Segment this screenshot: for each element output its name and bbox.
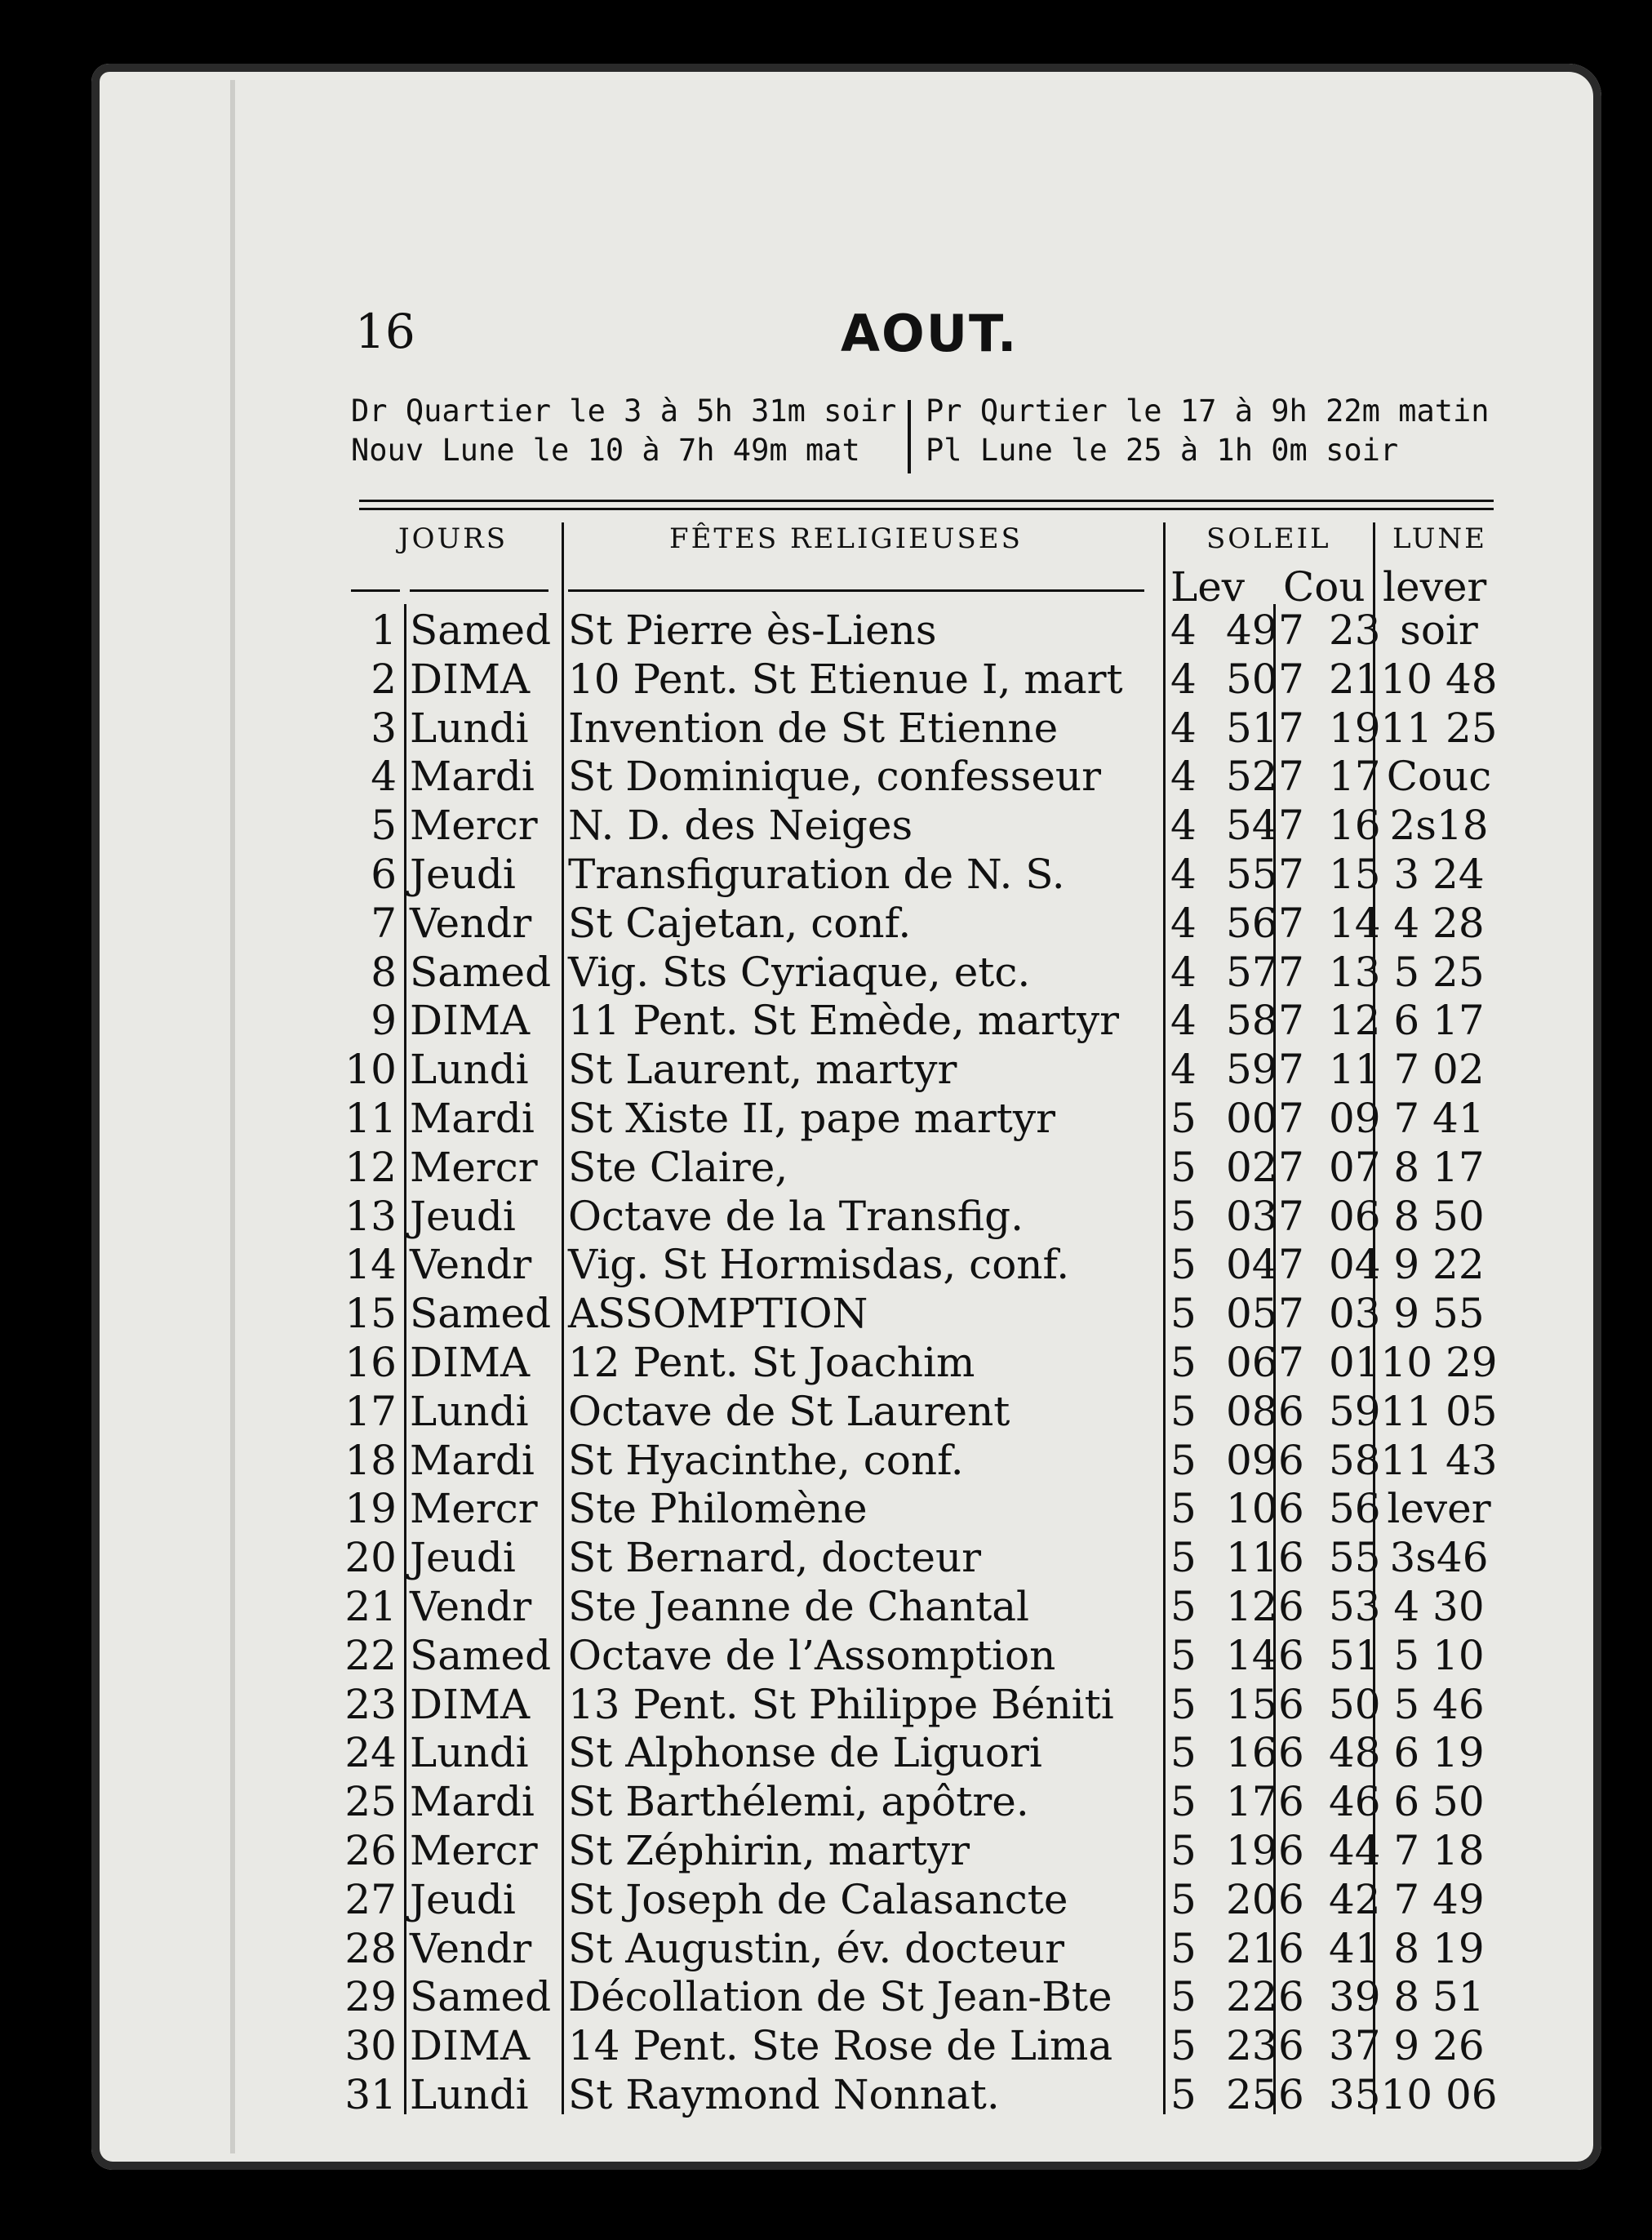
sunrise-minute: 02 xyxy=(1226,1143,1278,1191)
weekday: Jeudi xyxy=(410,1534,516,1582)
moon-time: 9 22 xyxy=(1393,1241,1485,1289)
day-number: 10 xyxy=(344,1046,397,1094)
day-number: 31 xyxy=(344,2071,397,2118)
sunset-hour: 7 xyxy=(1278,1143,1304,1191)
sunset-hour: 7 xyxy=(1278,1046,1304,1094)
day-number: 15 xyxy=(344,1290,397,1338)
moon-time: 7 49 xyxy=(1393,1875,1485,1923)
sunset-hour: 7 xyxy=(1278,1339,1304,1386)
sunset-hour: 6 xyxy=(1278,1583,1304,1630)
sunrise-hour: 5 xyxy=(1170,1339,1197,1386)
sunset-hour: 7 xyxy=(1278,997,1304,1045)
sunrise-hour: 5 xyxy=(1170,1143,1197,1191)
sunrise-hour: 5 xyxy=(1170,2071,1197,2118)
weekday: Mardi xyxy=(410,1778,535,1826)
sunrise-minute: 03 xyxy=(1226,1192,1278,1240)
day-number: 19 xyxy=(344,1485,397,1533)
col-soleil: SOLEIL xyxy=(1206,522,1331,555)
feast-name: Ste Jeanne de Chantal xyxy=(568,1583,1030,1630)
day-number: 8 xyxy=(371,948,397,996)
feast-name: 12 Pent. St Joachim xyxy=(568,1339,975,1386)
rule-jours-a xyxy=(351,589,400,592)
feast-name: Invention de St Etienne xyxy=(568,704,1059,752)
feast-name: St Xiste II, pape martyr xyxy=(568,1095,1056,1142)
sunset-minute: 51 xyxy=(1329,1631,1381,1679)
sunset-hour: 7 xyxy=(1278,899,1304,947)
day-number: 12 xyxy=(344,1143,397,1191)
weekday: Mercr xyxy=(410,802,538,850)
weekday: Lundi xyxy=(410,1046,529,1094)
sunset-minute: 06 xyxy=(1329,1192,1381,1240)
table-row xyxy=(0,899,1652,948)
sunrise-minute: 58 xyxy=(1226,997,1278,1045)
sunrise-minute: 06 xyxy=(1226,1339,1278,1386)
day-number: 24 xyxy=(344,1729,397,1777)
sunrise-hour: 4 xyxy=(1170,704,1197,752)
sunrise-minute: 49 xyxy=(1226,607,1278,654)
moon-time: 9 55 xyxy=(1393,1290,1485,1338)
weekday: DIMA xyxy=(410,655,531,703)
sunset-hour: 7 xyxy=(1278,1192,1304,1240)
day-number: 9 xyxy=(371,997,397,1045)
sunset-hour: 6 xyxy=(1278,1973,1304,2021)
sunrise-hour: 4 xyxy=(1170,655,1197,703)
weekday: Mercr xyxy=(410,1143,538,1191)
sunset-minute: 42 xyxy=(1329,1875,1381,1923)
moon-time: 10 48 xyxy=(1380,655,1498,703)
feast-name: 11 Pent. St Emède, martyr xyxy=(568,997,1120,1045)
table-row xyxy=(0,1045,1652,1094)
moon-time: 8 51 xyxy=(1393,1973,1485,2021)
table-row xyxy=(0,996,1652,1045)
sunset-minute: 53 xyxy=(1329,1583,1381,1630)
sunset-hour: 7 xyxy=(1278,851,1304,898)
table-row xyxy=(0,850,1652,899)
moon-phase-1: Dr Quartier le 3 à 5h 31m soir xyxy=(351,393,897,429)
day-number: 11 xyxy=(344,1095,397,1142)
moon-time: 5 25 xyxy=(1393,948,1485,996)
sunset-hour: 6 xyxy=(1278,1680,1304,1728)
moon-time: 8 50 xyxy=(1393,1192,1485,1240)
sunset-minute: 50 xyxy=(1329,1680,1381,1728)
day-number: 18 xyxy=(344,1436,397,1484)
feast-name: 14 Pent. Ste Rose de Lima xyxy=(568,2022,1113,2070)
sunrise-hour: 4 xyxy=(1170,753,1197,801)
table-row xyxy=(0,2070,1652,2119)
sunset-hour: 7 xyxy=(1278,1241,1304,1289)
weekday: DIMA xyxy=(410,1680,531,1728)
sunset-hour: 6 xyxy=(1278,2022,1304,2070)
sunrise-minute: 16 xyxy=(1226,1729,1278,1777)
sunset-minute: 11 xyxy=(1329,1046,1381,1094)
day-number: 2 xyxy=(371,655,397,703)
weekday: Vendr xyxy=(410,1924,532,1972)
moon-time: 6 50 xyxy=(1393,1778,1485,1826)
sunrise-hour: 5 xyxy=(1170,1924,1197,1972)
day-number: 3 xyxy=(371,704,397,752)
sunrise-minute: 51 xyxy=(1226,704,1278,752)
table-row xyxy=(0,704,1652,753)
table-row xyxy=(0,1436,1652,1485)
moon-time: lever xyxy=(1387,1485,1491,1533)
sunset-hour: 6 xyxy=(1278,1827,1304,1874)
sunset-hour: 7 xyxy=(1278,655,1304,703)
moon-time: soir xyxy=(1400,607,1478,654)
feast-name: St Dominique, confesseur xyxy=(568,753,1102,801)
table-row xyxy=(0,1143,1652,1192)
weekday: Samed xyxy=(410,1290,552,1338)
weekday: Jeudi xyxy=(410,1192,516,1240)
sunset-minute: 15 xyxy=(1329,851,1381,898)
weekday: DIMA xyxy=(410,2022,531,2070)
sunset-minute: 58 xyxy=(1329,1436,1381,1484)
moon-time: 10 29 xyxy=(1380,1339,1498,1386)
sunset-minute: 04 xyxy=(1329,1241,1381,1289)
day-number: 28 xyxy=(344,1924,397,1972)
day-number: 5 xyxy=(371,802,397,850)
sunset-minute: 19 xyxy=(1329,704,1381,752)
sunset-minute: 16 xyxy=(1329,802,1381,850)
sunrise-hour: 4 xyxy=(1170,899,1197,947)
weekday: Jeudi xyxy=(410,851,516,898)
table-row xyxy=(0,1289,1652,1338)
weekday: Mercr xyxy=(410,1485,538,1533)
sunrise-minute: 11 xyxy=(1226,1534,1278,1582)
sunrise-minute: 04 xyxy=(1226,1241,1278,1289)
sunset-hour: 6 xyxy=(1278,1729,1304,1777)
sunset-minute: 09 xyxy=(1329,1095,1381,1142)
weekday: Jeudi xyxy=(410,1875,516,1923)
feast-name: St Pierre ès-Liens xyxy=(568,607,937,654)
weekday: Lundi xyxy=(410,704,529,752)
table-row xyxy=(0,1631,1652,1680)
sunset-minute: 23 xyxy=(1329,607,1381,654)
table-row xyxy=(0,1338,1652,1387)
feast-name: 10 Pent. St Etienue I, mart xyxy=(568,655,1123,703)
moon-time: 6 17 xyxy=(1393,997,1485,1045)
sunrise-minute: 09 xyxy=(1226,1436,1278,1484)
feast-name: Octave de la Transfig. xyxy=(568,1192,1024,1240)
moon-time: 8 17 xyxy=(1393,1143,1485,1191)
sunset-hour: 6 xyxy=(1278,1875,1304,1923)
feast-name: Vig. St Hormisdas, conf. xyxy=(568,1241,1070,1289)
sunrise-hour: 5 xyxy=(1170,1095,1197,1142)
rule-fetes xyxy=(568,589,1144,592)
feast-name: St Cajetan, conf. xyxy=(568,899,912,947)
feast-name: Ste Philomène xyxy=(568,1485,868,1533)
rule-jours-b xyxy=(410,589,548,592)
sunset-minute: 21 xyxy=(1329,655,1381,703)
table-row xyxy=(0,1387,1652,1436)
table-row xyxy=(0,752,1652,801)
table-row xyxy=(0,801,1652,850)
sunrise-minute: 23 xyxy=(1226,2022,1278,2070)
sunrise-minute: 55 xyxy=(1226,851,1278,898)
feast-name: St Hyacinthe, conf. xyxy=(568,1436,964,1484)
feast-name: St Bernard, docteur xyxy=(568,1534,982,1582)
day-number: 27 xyxy=(344,1875,397,1923)
sunset-minute: 41 xyxy=(1329,1924,1381,1972)
day-number: 16 xyxy=(344,1339,397,1386)
feast-name: St Raymond Nonnat. xyxy=(568,2071,1000,2118)
weekday: Vendr xyxy=(410,1583,532,1630)
moon-time: 5 46 xyxy=(1393,1680,1485,1728)
weekday: Samed xyxy=(410,1631,552,1679)
sunrise-hour: 4 xyxy=(1170,851,1197,898)
moon-time: 10 06 xyxy=(1380,2071,1498,2118)
day-number: 29 xyxy=(344,1973,397,2021)
moon-time: 7 18 xyxy=(1393,1827,1485,1874)
table-row xyxy=(0,1972,1652,2021)
moon-time: 8 19 xyxy=(1393,1924,1485,1972)
feast-name: St Zéphirin, martyr xyxy=(568,1827,970,1874)
sunset-minute: 37 xyxy=(1329,2022,1381,2070)
day-number: 13 xyxy=(344,1192,397,1240)
feast-name: Transfiguration de N. S. xyxy=(568,851,1065,898)
sunrise-minute: 17 xyxy=(1226,1778,1278,1826)
sunset-minute: 46 xyxy=(1329,1778,1381,1826)
weekday: Mardi xyxy=(410,753,535,801)
day-number: 6 xyxy=(371,851,397,898)
sunset-hour: 6 xyxy=(1278,1485,1304,1533)
moon-time: 2s18 xyxy=(1389,802,1489,850)
moon-time: 7 41 xyxy=(1393,1095,1485,1142)
weekday: DIMA xyxy=(410,1339,531,1386)
header-rule-top xyxy=(359,500,1494,502)
table-row xyxy=(0,1533,1652,1582)
moon-time: Couc xyxy=(1386,753,1492,801)
table-row xyxy=(0,1582,1652,1631)
feast-name: ASSOMPTION xyxy=(568,1290,868,1338)
moon-separator xyxy=(908,400,911,473)
table-row xyxy=(0,948,1652,997)
sunrise-hour: 4 xyxy=(1170,948,1197,996)
sunrise-hour: 5 xyxy=(1170,1192,1197,1240)
moon-time: 5 10 xyxy=(1393,1631,1485,1679)
sunrise-hour: 4 xyxy=(1170,802,1197,850)
weekday: Lundi xyxy=(410,1387,529,1435)
sunrise-hour: 5 xyxy=(1170,1534,1197,1582)
day-number: 22 xyxy=(344,1631,397,1679)
feast-name: St Augustin, év. docteur xyxy=(568,1924,1065,1972)
sunset-minute: 55 xyxy=(1329,1534,1381,1582)
sub-cou: Cou xyxy=(1283,563,1366,611)
table-row xyxy=(0,1484,1652,1533)
sunset-hour: 6 xyxy=(1278,1436,1304,1484)
weekday: Mardi xyxy=(410,1095,535,1142)
sunrise-minute: 57 xyxy=(1226,948,1278,996)
sunrise-hour: 4 xyxy=(1170,997,1197,1045)
sunrise-minute: 56 xyxy=(1226,899,1278,947)
sunrise-minute: 00 xyxy=(1226,1095,1278,1142)
sunrise-minute: 10 xyxy=(1226,1485,1278,1533)
day-number: 23 xyxy=(344,1680,397,1728)
sunset-hour: 6 xyxy=(1278,1778,1304,1826)
feast-name: 13 Pent. St Philippe Béniti xyxy=(568,1680,1114,1728)
feast-name: Décollation de St Jean-Bte xyxy=(568,1973,1112,2021)
table-row xyxy=(0,1777,1652,1826)
moon-time: 4 30 xyxy=(1393,1583,1485,1630)
sunrise-minute: 54 xyxy=(1226,802,1278,850)
col-jours: JOURS xyxy=(398,522,508,555)
sunset-hour: 6 xyxy=(1278,1631,1304,1679)
day-number: 14 xyxy=(344,1241,397,1289)
sunset-minute: 01 xyxy=(1329,1339,1381,1386)
weekday: Samed xyxy=(410,948,552,996)
day-number: 21 xyxy=(344,1583,397,1630)
weekday: Vendr xyxy=(410,899,532,947)
table-row xyxy=(0,1192,1652,1241)
sunrise-minute: 59 xyxy=(1226,1046,1278,1094)
sunrise-hour: 5 xyxy=(1170,2022,1197,2070)
weekday: Samed xyxy=(410,1973,552,2021)
moon-time: 9 26 xyxy=(1393,2022,1485,2070)
table-row xyxy=(0,1924,1652,1973)
sunset-minute: 39 xyxy=(1329,1973,1381,2021)
day-number: 30 xyxy=(344,2022,397,2070)
day-number: 17 xyxy=(344,1387,397,1435)
sunset-hour: 7 xyxy=(1278,802,1304,850)
table-row xyxy=(0,2021,1652,2070)
sunrise-minute: 21 xyxy=(1226,1924,1278,1972)
sunrise-hour: 5 xyxy=(1170,1827,1197,1874)
weekday: Samed xyxy=(410,607,552,654)
sunset-hour: 7 xyxy=(1278,753,1304,801)
sunrise-minute: 14 xyxy=(1226,1631,1278,1679)
feast-name: Ste Claire, xyxy=(568,1143,788,1191)
sunrise-minute: 05 xyxy=(1226,1290,1278,1338)
sunset-minute: 12 xyxy=(1329,997,1381,1045)
moon-phase-4: Pl Lune le 25 à 1h 0m soir xyxy=(926,433,1399,468)
sunrise-minute: 22 xyxy=(1226,1973,1278,2021)
sunrise-hour: 5 xyxy=(1170,1729,1197,1777)
feast-name: Vig. Sts Cyriaque, etc. xyxy=(568,948,1031,996)
sunset-minute: 35 xyxy=(1329,2071,1381,2118)
feast-name: St Joseph de Calasancte xyxy=(568,1875,1068,1923)
sunset-hour: 6 xyxy=(1278,1924,1304,1972)
day-number: 7 xyxy=(371,899,397,947)
weekday: Vendr xyxy=(410,1241,532,1289)
feast-name: St Alphonse de Liguori xyxy=(568,1729,1042,1777)
sunrise-hour: 5 xyxy=(1170,1241,1197,1289)
sunrise-minute: 20 xyxy=(1226,1875,1278,1923)
moon-time: 3 24 xyxy=(1393,851,1485,898)
weekday: Lundi xyxy=(410,1729,529,1777)
feast-name: N. D. des Neiges xyxy=(568,802,913,850)
col-lune: LUNE xyxy=(1392,522,1487,555)
moon-time: 3s46 xyxy=(1389,1534,1489,1582)
sunset-minute: 03 xyxy=(1329,1290,1381,1338)
sunrise-hour: 5 xyxy=(1170,1680,1197,1728)
day-number: 26 xyxy=(344,1827,397,1874)
table-row xyxy=(0,1728,1652,1777)
moon-phase-3: Pr Qurtier le 17 à 9h 22m matin xyxy=(926,393,1490,429)
weekday: DIMA xyxy=(410,997,531,1045)
weekday: Mercr xyxy=(410,1827,538,1874)
table-row xyxy=(0,1094,1652,1143)
sunrise-minute: 52 xyxy=(1226,753,1278,801)
sunset-hour: 6 xyxy=(1278,2071,1304,2118)
day-number: 4 xyxy=(371,753,397,801)
sunset-hour: 6 xyxy=(1278,1387,1304,1435)
sunrise-hour: 5 xyxy=(1170,1436,1197,1484)
sunset-minute: 17 xyxy=(1329,753,1381,801)
weekday: Lundi xyxy=(410,2071,529,2118)
sunrise-minute: 19 xyxy=(1226,1827,1278,1874)
sunrise-minute: 50 xyxy=(1226,655,1278,703)
col-fetes: FÊTES RELIGIEUSES xyxy=(669,522,1023,555)
sunset-hour: 7 xyxy=(1278,1290,1304,1338)
moon-time: 6 19 xyxy=(1393,1729,1485,1777)
month-title: AOUT. xyxy=(841,304,1019,363)
feast-name: St Laurent, martyr xyxy=(568,1046,957,1094)
sunset-minute: 56 xyxy=(1329,1485,1381,1533)
moon-time: 4 28 xyxy=(1393,899,1485,947)
sunrise-minute: 25 xyxy=(1226,2071,1278,2118)
sunrise-hour: 5 xyxy=(1170,1778,1197,1826)
sunrise-hour: 5 xyxy=(1170,1583,1197,1630)
sunset-minute: 59 xyxy=(1329,1387,1381,1435)
moon-phase-2: Nouv Lune le 10 à 7h 49m mat xyxy=(351,433,860,468)
day-number: 25 xyxy=(344,1778,397,1826)
table-row xyxy=(0,1875,1652,1924)
moon-time: 7 02 xyxy=(1393,1046,1485,1094)
moon-time: 11 25 xyxy=(1380,704,1498,752)
sunrise-hour: 5 xyxy=(1170,1485,1197,1533)
sunrise-hour: 4 xyxy=(1170,607,1197,654)
sunset-minute: 48 xyxy=(1329,1729,1381,1777)
sunset-hour: 7 xyxy=(1278,704,1304,752)
sunrise-minute: 08 xyxy=(1226,1387,1278,1435)
sunset-minute: 13 xyxy=(1329,948,1381,996)
table-row xyxy=(0,1240,1652,1289)
table-row xyxy=(0,1826,1652,1875)
sunrise-hour: 4 xyxy=(1170,1046,1197,1094)
sunset-minute: 14 xyxy=(1329,899,1381,947)
sunrise-hour: 5 xyxy=(1170,1387,1197,1435)
sunrise-minute: 12 xyxy=(1226,1583,1278,1630)
page-number: 16 xyxy=(355,304,415,359)
feast-name: Octave de St Laurent xyxy=(568,1387,1010,1435)
feast-name: Octave de l’Assomption xyxy=(568,1631,1056,1679)
sunrise-hour: 5 xyxy=(1170,1290,1197,1338)
sunset-minute: 44 xyxy=(1329,1827,1381,1874)
moon-time: 11 43 xyxy=(1380,1436,1498,1484)
moon-time: 11 05 xyxy=(1380,1387,1498,1435)
sub-lev: Lev xyxy=(1170,563,1246,611)
sunset-hour: 6 xyxy=(1278,1534,1304,1582)
table-row xyxy=(0,1680,1652,1729)
table-row xyxy=(0,655,1652,704)
sunrise-hour: 5 xyxy=(1170,1973,1197,2021)
table-row xyxy=(0,606,1652,655)
weekday: Mardi xyxy=(410,1436,535,1484)
sub-lever: lever xyxy=(1383,563,1487,611)
day-number: 1 xyxy=(371,607,397,654)
sunset-hour: 7 xyxy=(1278,948,1304,996)
header-rule-bottom xyxy=(359,508,1494,510)
sunset-minute: 07 xyxy=(1329,1143,1381,1191)
sunrise-hour: 5 xyxy=(1170,1631,1197,1679)
sunrise-minute: 15 xyxy=(1226,1680,1278,1728)
sunset-hour: 7 xyxy=(1278,1095,1304,1142)
sunrise-hour: 5 xyxy=(1170,1875,1197,1923)
feast-name: St Barthélemi, apôtre. xyxy=(568,1778,1029,1826)
sunset-hour: 7 xyxy=(1278,607,1304,654)
day-number: 20 xyxy=(344,1534,397,1582)
